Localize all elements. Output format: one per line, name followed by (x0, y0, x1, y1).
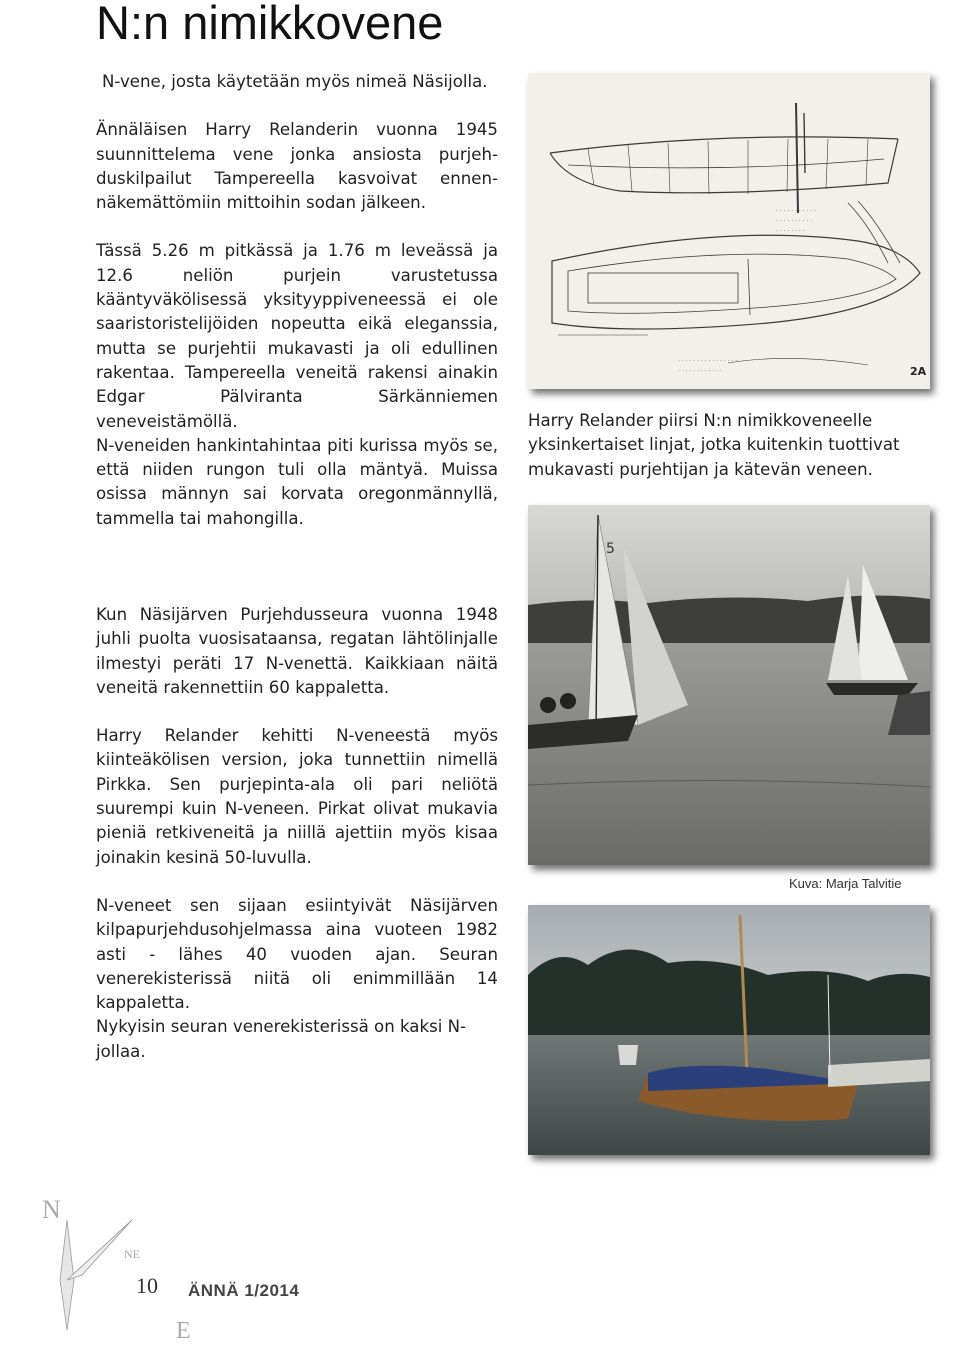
page-title: N:n nimikkovene (96, 0, 444, 49)
svg-text:· · · · · · · · · ·: · · · · · · · · · · (776, 218, 813, 225)
page-number: 10 (136, 1273, 158, 1298)
paragraph-history: N-veneet sen sijaan esiintyivät Näsijärven kilpapurjehdusohjelmassa aina vuoteen 1982 asti - lähes 40 vuoden ajan. Seuran venerekisterissä niitä oli enimmillään 14 kappaletta. (96, 895, 498, 1013)
compass-rose-icon (12, 1180, 152, 1350)
svg-text:· · · · · · · · · · · · · · ·: · · · · · · · · · · · · · · · · (678, 358, 738, 365)
drawing-label: 2A (910, 365, 927, 378)
compass-north-label: N (42, 1195, 61, 1224)
boat-line-drawing (528, 73, 930, 389)
svg-text:· · · · · · · · · · · ·: · · · · · · · · · · · · (678, 368, 722, 375)
paragraph-today: Nykyisin seuran venerekisterissä on kaksi N-jollaa. (96, 1017, 467, 1061)
image-caption: Harry Relander piirsi N:n nimikkoveneelle yksinkertaiset linjat, jotka kuitenkin tuottivat mukavasti purjehtijan ja kätevän veneen. (528, 411, 900, 479)
line-drawing-svg (528, 73, 930, 389)
paragraph-intro: N-vene, josta käytetään myös nimeä Näsijolla. (102, 72, 488, 91)
paragraph-designer: Ännäläisen Harry Relanderin vuonna 1945 suunnittelema vene jonka ansiosta purjehduskilpailut Tampereella kasvoivat ennennäkemättömiin mittoihin sodan jälkeen. (96, 120, 498, 213)
paragraph-dimensions: Tässä 5.26 m pitkässä ja 1.76 m leveässä ja 12.6 neliön purjein varustetussa kääntyväkölisessä yksityyppiveneessä ei ole saaristoristelijöiden nopeutta eikä eleganssia, mutta se purjehtii mukavasti ja oli edullinen rakentaa. Tampereella veneitä rakensi ainakin Edgar Pälviranta Särkänniemen veneveistämöllä. (96, 241, 498, 431)
vintage-photo-svg (528, 505, 930, 865)
compass-east-letter: E (176, 1318, 191, 1344)
svg-text:· · · · · · · · · · ·: · · · · · · · · · · · (776, 208, 817, 215)
paragraph-regatta: Kun Näsijärven Purjehdusseura vuonna 1948 juhli puolta vuosisataansa, regatan lähtölinjalle ilmestyi peräti 17 N-venettä. Kaikkiaan näitä veneitä rakennettiin 60 kappaletta. (96, 605, 498, 697)
article-column-bottom (96, 603, 498, 1064)
harbour-photo-svg (528, 905, 930, 1155)
issue-label: ÄNNÄ 1/2014 (188, 1281, 300, 1300)
sail-number: 5 (606, 541, 615, 557)
photo-credit: Kuva: Marja Talvitie (789, 876, 902, 891)
paragraph-pirkka: Harry Relander kehitti N-veneestä myös kiinteäkölisen version, joka tunnettiin nimellä Pirkka. Sen purjepinta-ala oli pari neliötä suurempi kuin N-veneen. Pirkat olivat mukavia pieniä retkiveneitä ja niillä ajettiin myös kisaa joinakin kesinä 50-luvulla. (96, 726, 498, 867)
vintage-sailing-photo (528, 505, 930, 865)
harbour-photo (528, 905, 930, 1155)
paragraph-materials: N-veneiden hankintahintaa piti kurissa myös se, että niiden rungon tuli olla mäntyä. Muissa osissa männyn sai korvata oregonmännyllä, tammella tai mahongilla. (96, 435, 498, 528)
compass-northeast-label: NE (124, 1247, 140, 1261)
article-column-top (96, 70, 498, 531)
svg-text:· · · · · · · ·: · · · · · · · · (776, 228, 805, 235)
